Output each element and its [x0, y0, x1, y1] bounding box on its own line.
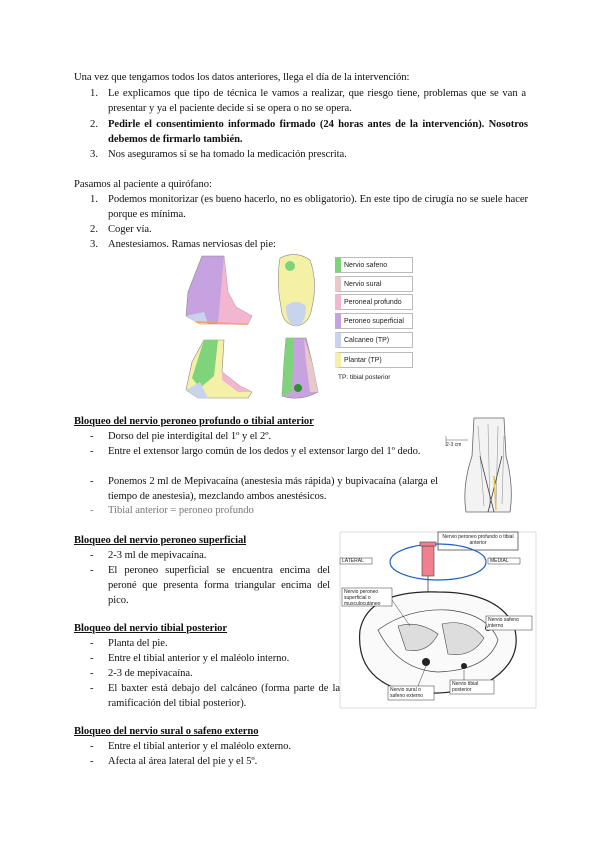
- list-item: Ponemos 2 ml de Mepivacaína (anestesia más rápida) y bupivacaína (alarga el tiempo de anestesia), mezclando ambos anestésicos.: [108, 476, 438, 502]
- foot-illustrations: [178, 252, 334, 402]
- list-number: 3.: [90, 149, 98, 160]
- figure-label: Nervio safeno interno: [488, 617, 519, 629]
- list-item: Le explicamos que tipo de técnica le vamos a realizar, que riesgo tiene, problemas que se van a presentar y ya el paciente decide si se opera o no se opera.: [108, 88, 526, 114]
- ankle-cross-section-figure: [338, 530, 538, 710]
- list-item: 2-3 ml de mepivacaína.: [108, 550, 207, 561]
- list-item: Podemos monitorizar (es bueno hacerlo, no es obligatorio). En este tipo de cirugía no se suele hacer porque es mínima.: [108, 194, 528, 220]
- list-item: Anestesiamos. Ramas nerviosas del pie:: [108, 239, 276, 250]
- section-title: Bloqueo del nervio peroneo profundo o tibial anterior: [74, 416, 314, 427]
- list-number: 3.: [90, 239, 98, 250]
- section-title: Bloqueo del nervio sural o safeno externo: [74, 726, 259, 737]
- foot-plantar-view: [278, 254, 314, 326]
- legend-item: Nervio safeno: [335, 257, 413, 273]
- section-title: Bloqueo del nervio tibial posterior: [74, 623, 228, 634]
- list-item: 2-3 de mepivacaína.: [108, 668, 193, 679]
- figure-label: MEDIAL: [490, 558, 509, 564]
- section-title: Bloqueo del nervio peroneo superficial: [74, 535, 247, 546]
- figure-label: Nervio tibial posterior: [452, 681, 479, 693]
- list-number: 2.: [90, 119, 98, 130]
- list-item: Nos aseguramos si se ha tomado la medicación prescrita.: [108, 149, 347, 160]
- legend-note: TP: tibial posterior: [338, 374, 391, 381]
- list-item: Afecta al área lateral del pie y el 5º.: [108, 756, 258, 767]
- list-item: Entre el tibial anterior y el maléolo externo.: [108, 741, 292, 752]
- list-item-bold: Pedirle el consentimiento informado firmado (24 horas antes de la intervención). Nosotros debemos de firmarlo también.: [108, 119, 528, 145]
- legend-item: Peroneo superficial: [335, 313, 413, 329]
- list-item: Entre el tibial anterior y el maléolo interno.: [108, 653, 290, 664]
- list-number: 2.: [90, 224, 98, 235]
- foot-dorsal-view: [282, 338, 318, 398]
- figure-label: 2-3 cm: [446, 442, 462, 448]
- legend-item: Plantar (TP): [335, 352, 413, 368]
- quirofano-intro: Pasamos al paciente a quirófano:: [74, 179, 212, 190]
- list-item: El baxter está debajo del calcáneo (forma parte de la ramificación del tibial posterior).: [108, 683, 340, 709]
- figure-label: Nervio peroneo superficial o musculocutáneo: [344, 589, 381, 607]
- list-item: Dorso del pie interdigital del 1º y el 2º.: [108, 431, 272, 442]
- list-number: 1.: [90, 194, 98, 205]
- list-item-note: Tibial anterior = peroneo profundo: [108, 505, 254, 516]
- list-item: Entre el extensor largo común de los dedos y el extensor largo del 1º dedo.: [108, 446, 421, 457]
- list-item: Coger vía.: [108, 224, 152, 235]
- intro-text: Una vez que tengamos todos los datos anteriores, llega el día de la intervención:: [74, 72, 410, 83]
- legend-item: Calcaneo (TP): [335, 332, 413, 348]
- figure-label: LATERAL: [342, 558, 364, 564]
- list-item: Planta del pie.: [108, 638, 168, 649]
- dorsal-foot-figure: [444, 416, 534, 516]
- foot-medial-view: [186, 340, 252, 398]
- figure-label: Nervio peroneo profundo o tibial anterior: [442, 534, 514, 546]
- legend-item: Nervio sural: [335, 276, 413, 292]
- foot-lateral-view: [186, 256, 252, 324]
- list-item: El peroneo superficial se encuentra encima del peroné que presenta forma triangular encima del pico.: [108, 565, 330, 606]
- list-number: 1.: [90, 88, 98, 99]
- figure-label: Nervio sural o safeno externo: [390, 687, 424, 699]
- foot-nerve-figure: [178, 252, 418, 402]
- legend-item: Peroneal profundo: [335, 294, 413, 310]
